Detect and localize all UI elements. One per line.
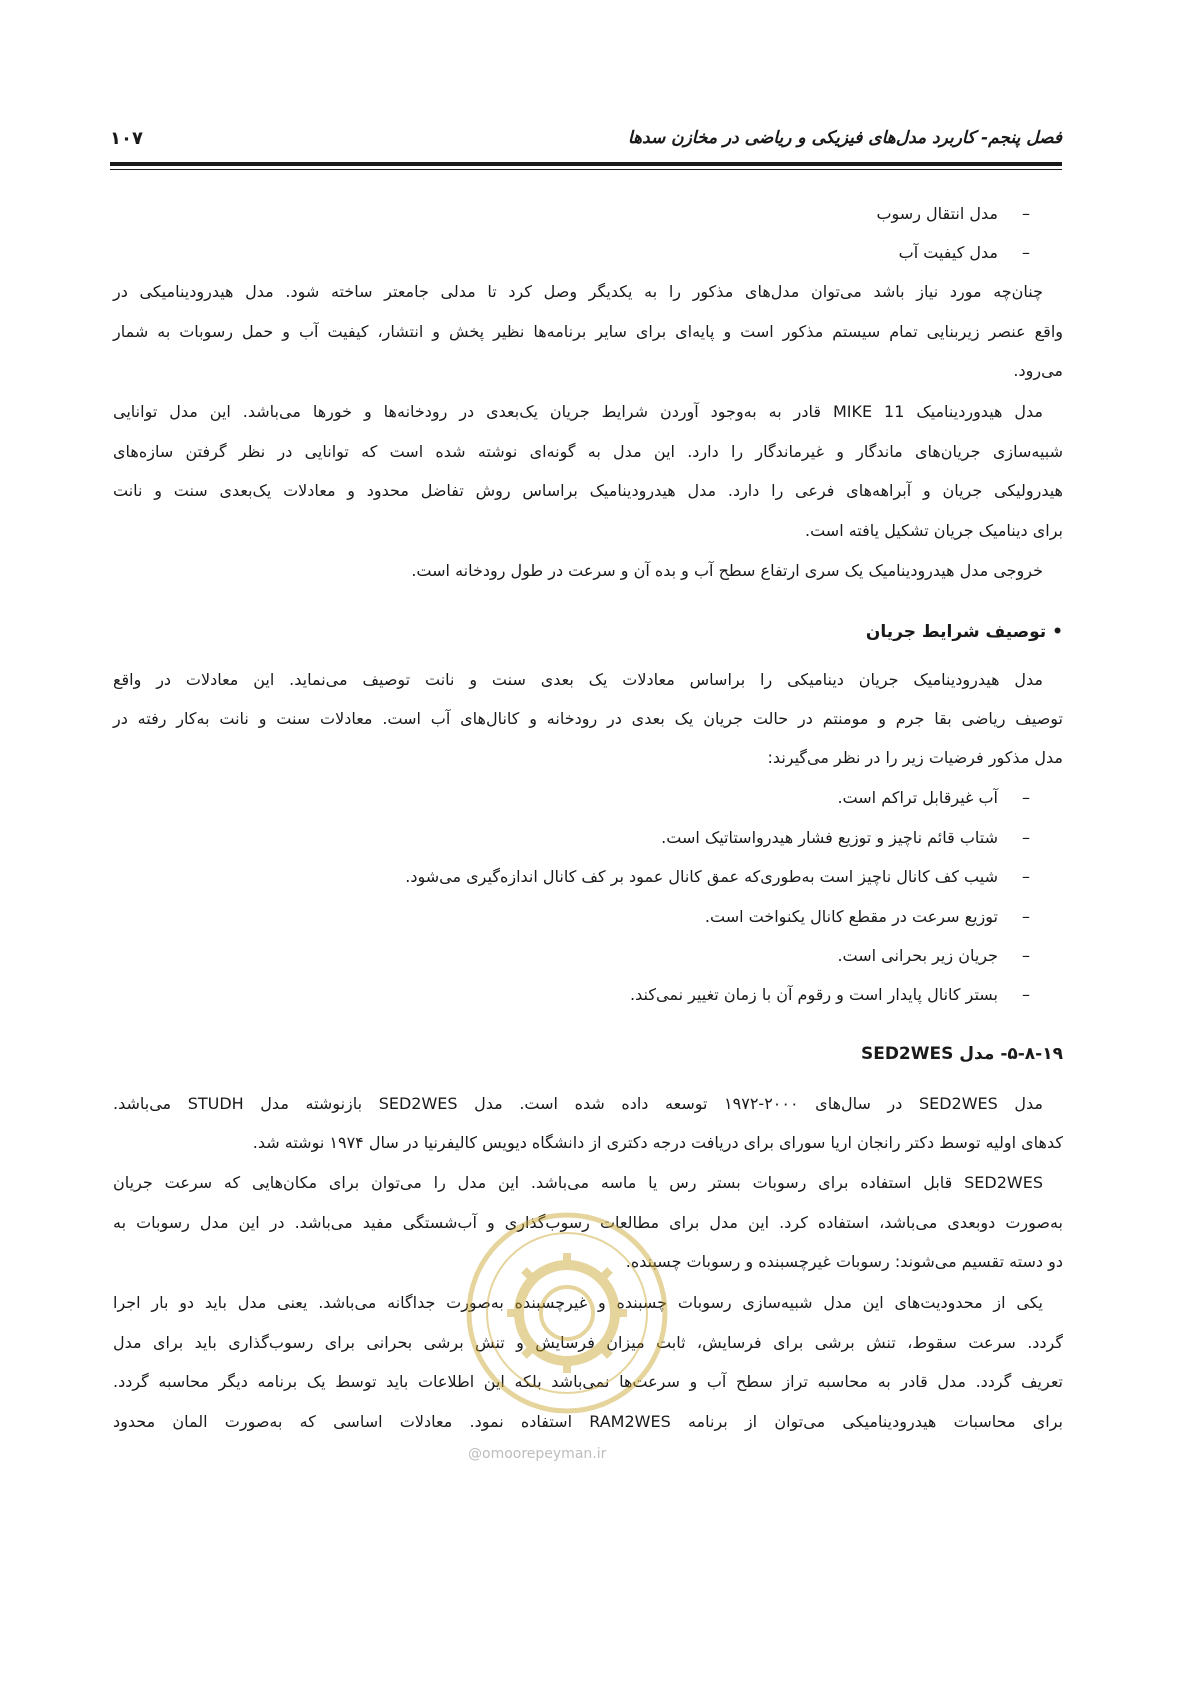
running-header: [110, 128, 1062, 160]
dash-marker: –: [1022, 243, 1030, 262]
paragraph-line: هیدرولیکی جریان و آبراهه‌های فرعی را دارد. مدل هیدرودینامیک براساس روش تفاضل محدود و معادلات یک‌بعدی سنت و نانت: [113, 481, 1063, 500]
list-item-text: توزیع سرعت در مقطع کانال یکنواخت است.: [704, 907, 998, 926]
paragraph-line: شبیه‌سازی جریان‌های ماندگار و غیرماندگار را دارد. این مدل به گونه‌ای نوشته شده است که توانایی در نظر گرفتن سازه‌های: [113, 442, 1063, 461]
paragraph-line: دو دسته تقسیم می‌شوند: رسوبات غیرچسبنده و رسوبات چسبنده.: [625, 1252, 1063, 1271]
header-rule-thin: [110, 169, 1062, 170]
dash-marker: –: [1022, 828, 1030, 847]
subheading-text: توصیف شرایط جریان: [865, 622, 1047, 642]
list-item-text: جریان زیر بحرانی است.: [837, 946, 998, 965]
section-number: ۵-۸-۱۹-: [1000, 1044, 1063, 1064]
paragraph-line: یکی از محدودیت‌های این مدل شبیه‌سازی رسوبات چسبنده و غیرچسبنده به‌صورت جداگانه می‌باشد. یعنی مدل باید دو بار اجرا: [113, 1293, 1043, 1312]
paragraph-line: خروجی مدل هیدرودینامیک یک سری ارتفاع سطح آب و بده آن و سرعت در طول رودخانه است.: [411, 561, 1043, 580]
page-number: ۱۰۷: [110, 128, 143, 149]
paragraph-line: برای دینامیک جریان تشکیل یافته است.: [804, 521, 1063, 540]
paragraph-line: کدهای اولیه توسط دکتر رانجان اریا سورای برای دریافت درجه دکتری از دانشگاه دیویس کالیفرنیا در سال ۱۹۷۴ نوشته شد.: [252, 1133, 1063, 1152]
dash-marker: –: [1022, 867, 1030, 886]
bullet-icon: •: [1046, 622, 1063, 642]
paragraph-line: مدل هیدوردینامیک MIKE 11 قادر به به‌وجود آوردن شرایط جریان یک‌بعدی در رودخانه‌ها و خورها می‌باشد. این مدل توانایی: [113, 402, 1043, 421]
list-item-text: مدل کیفیت آب: [898, 243, 998, 262]
paragraph-line: توصیف ریاضی بقا جرم و مومنتم در حالت جریان یک بعدی در رودخانه و کانال‌های آب است. معادلات سنت و نانت به‌کار رفته در: [113, 709, 1063, 728]
paragraph-line: تعریف گردد. مدل قادر به محاسبه تراز سطح آب و سرعت‌ها نمی‌باشد بلکه این اطلاعات باید توسط یک برنامه دیگر محاسبه گردد.: [113, 1372, 1063, 1391]
dash-marker: –: [1022, 907, 1030, 926]
dash-marker: –: [1022, 946, 1030, 965]
watermark-logo-icon: [462, 1208, 672, 1418]
list-item-text: شتاب قائم ناچیز و توزیع فشار هیدرواستاتیک است.: [661, 828, 998, 847]
paragraph-line: گردد. سرعت سقوط، تنش برشی برای فرسایش، ثابت میزان فرسایش و تنش برشی بحرانی برای رسوب‌گذاری باید برای مدل: [113, 1333, 1063, 1352]
section-title: مدل SED2WES: [860, 1044, 995, 1064]
watermark-url: @omoorepeyman.ir: [468, 1446, 607, 1462]
paragraph-line: SED2WES قابل استفاده برای رسوبات بستر رس یا ماسه می‌باشد. این مدل را می‌توان برای مکان‌هایی که سرعت جریان: [113, 1173, 1043, 1192]
chapter-title: فصل پنجم- کاربرد مدل‌های فیزیکی و ریاضی در مخازن سدها: [627, 128, 1062, 148]
dash-marker: –: [1022, 204, 1030, 223]
list-item-text: آب غیرقابل تراکم است.: [837, 788, 998, 807]
dash-marker: –: [1022, 985, 1030, 1004]
list-item-text: مدل انتقال رسوب: [876, 204, 998, 223]
header-rule-thick: [110, 162, 1062, 166]
paragraph-line: چنان‌چه مورد نیاز باشد می‌توان مدل‌های مذکور را به یکدیگر وصل کرد تا مدلی جامعتر ساخته شود. مدل هیدرودینامیکی در: [113, 282, 1043, 301]
list-item-text: بستر کانال پایدار است و رقوم آن با زمان تغییر نمی‌کند.: [630, 985, 998, 1004]
dash-marker: –: [1022, 788, 1030, 807]
list-item-text: شیب کف کانال ناچیز است به‌طوری‌که عمق کانال عمود بر کف کانال اندازه‌گیری می‌شود.: [405, 867, 998, 886]
section-heading: [861, 1044, 1063, 1064]
paragraph-line: واقع عنصر زیربنایی تمام سیستم مذکور است و پایه‌ای برای سایر برنامه‌ها نظیر پخش و انتشار، کیفیت آب و حمل رسوبات به شمار: [113, 322, 1063, 341]
subheading: [866, 622, 1063, 642]
paragraph-line: مدل هیدرودینامیک جریان دینامیکی را براساس معادلات یک بعدی سنت و نانت توصیف می‌نماید. این معادلات در واقع: [113, 670, 1043, 689]
paragraph-line: به‌صورت دوبعدی می‌باشد، استفاده کرد. این مدل برای مطالعات رسوب‌گذاری و آب‌شستگی مفید می‌باشد. در این مدل رسوبات به: [113, 1213, 1063, 1232]
paragraph-line: مدل SED2WES در سال‌های ۲۰۰۰-۱۹۷۲ توسعه داده شده است. مدل SED2WES بازنوشته مدل STUDH می‌باشد.: [113, 1094, 1043, 1113]
paragraph-line: برای محاسبات هیدرودینامیکی می‌توان از برنامه RAM2WES استفاده نمود. معادلات اساسی که به‌صورت المان محدود: [113, 1412, 1063, 1431]
paragraph-line: می‌رود.: [1013, 361, 1063, 380]
paragraph-line: مدل مذکور فرضیات زیر را در نظر می‌گیرند:: [767, 748, 1063, 767]
